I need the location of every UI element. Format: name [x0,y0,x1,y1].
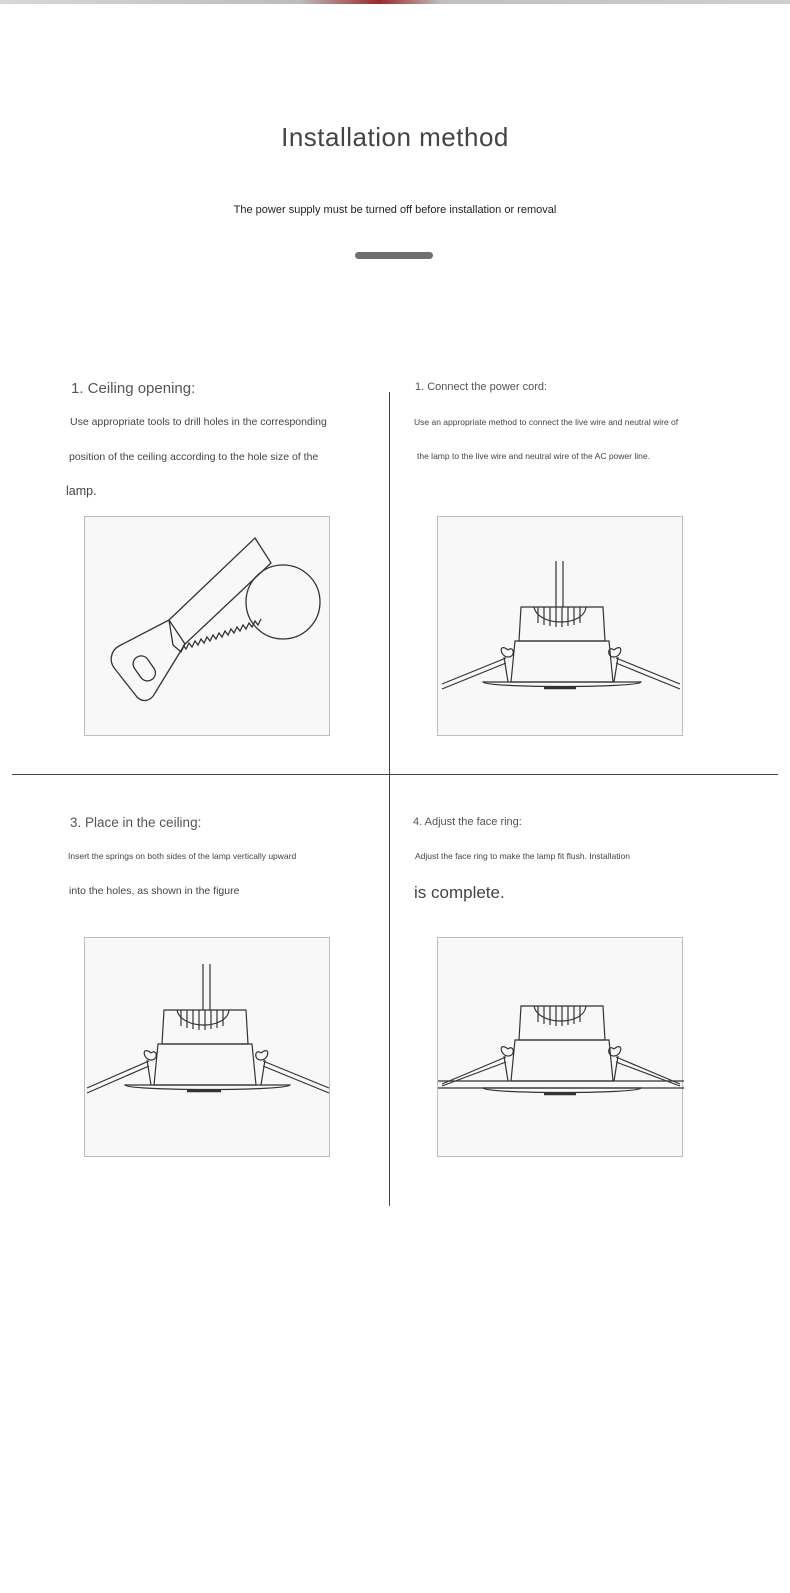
step-3-illustration [84,937,330,1157]
vertical-divider [389,392,390,1206]
step-1-text-line-2: position of the ceiling according to the hole size of the [69,451,319,463]
step-4-heading: 4. Adjust the face ring: [413,816,522,828]
downlight-with-wires-icon [438,517,684,737]
step-3-heading: 3. Place in the ceiling: [70,815,202,830]
page-title: Installation method [281,122,509,152]
downlight-flush-icon [438,938,684,1158]
step-2-heading: 1. Connect the power cord: [415,381,548,393]
safety-notice: The power supply must be turned off before installation or removal [233,204,557,216]
step-1-illustration [84,516,330,736]
step-2-illustration [437,516,683,736]
step-1-heading: 1. Ceiling opening: [71,380,196,397]
top-accent-bar [0,0,790,4]
step-4-illustration [437,937,683,1157]
divider-pill [355,252,433,259]
step-4-text-line-1: Adjust the face ring to make the lamp fit flush. Installation [415,851,630,861]
horizontal-divider [12,774,778,775]
saw-cutting-hole-icon [85,517,331,737]
step-2-text-line-2: the lamp to the live wire and neutral wire of the AC power line. [417,451,650,461]
step-3-text-line-1: Insert the springs on both sides of the lamp vertically upward [68,851,297,861]
step-4-text-line-2: is complete. [414,883,505,902]
step-2-text-line-1: Use an appropriate method to connect the live wire and neutral wire of [414,417,679,427]
step-1-text-line-3: lamp. [66,484,97,498]
downlight-springs-icon [85,938,331,1158]
step-3-text-line-2: into the holes, as shown in the figure [69,885,240,897]
step-1-text-line-1: Use appropriate tools to drill holes in the corresponding [70,416,327,428]
